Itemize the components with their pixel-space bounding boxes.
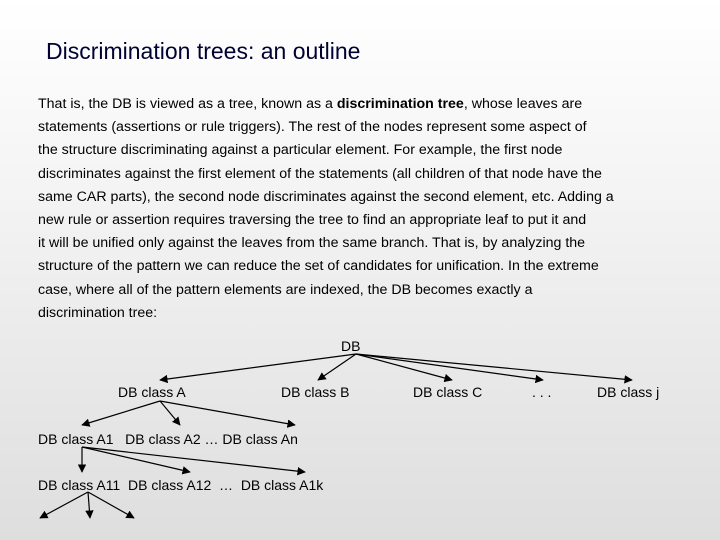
arrow-a11-child-2 [88,492,90,518]
paragraph-line-3: the structure discriminating against a particular element. For example, the first node [38,142,563,159]
tree-node-ellipsis: . . . [532,384,552,400]
arrow-a1-to-a1k [82,447,305,472]
paragraph-line-8: structure of the pattern we can reduce the set of candidates for unification. In the extreme [38,258,599,275]
arrow-a1-to-a12 [82,447,190,472]
arrow-a11-child-1 [40,492,88,518]
line1-text-before: That is, the DB is viewed as a tree, known as a [38,96,337,112]
paragraph-line-4: discriminates against the first element of the statements (all children of that node have the [38,165,602,182]
tree-node-class-c: DB class C [413,384,483,400]
arrow-a11-child-3 [88,492,134,518]
bold-term: discrimination tree [336,96,464,112]
arrow-a-to-an [160,401,295,425]
arrow-root-to-j [356,354,632,380]
tree-level3-nodes: DB class A11 DB class A12 … DB class A1k [38,477,324,493]
paragraph-line-9: case, where all of the pattern elements are indexed, the DB becomes exactly a [38,281,533,298]
slide-title: Discrimination trees: an outline [46,38,361,64]
tree-level2-nodes: DB class A1 DB class A2 … DB class An [38,431,298,447]
paragraph-line-5: same CAR parts), the second node discriminates against the second element, etc. Adding a [38,188,614,205]
paragraph-line-6: new rule or assertion requires traversing the tree to find an appropriate leaf to put it and [38,212,587,229]
paragraph-line-2: statements (assertions or rule triggers). The rest of the nodes represent some aspect of [38,119,587,136]
paragraph-line-7: it will be unified only against the leaves from the same branch. That is, by analyzing the [38,235,586,252]
tree-node-class-j: DB class j [597,384,660,400]
tree-node-class-a: DB class A [118,384,186,400]
arrow-root-to-c [356,354,452,380]
line1-text-after: , whose leaves are [463,96,583,112]
arrow-a-to-a1 [82,401,160,425]
arrow-root-to-a [160,354,356,380]
paragraph-line-10: discrimination tree: [38,304,158,321]
arrow-root-to-dots [356,354,543,380]
tree-node-class-b: DB class B [281,384,350,400]
tree-root-node: DB [341,338,361,354]
